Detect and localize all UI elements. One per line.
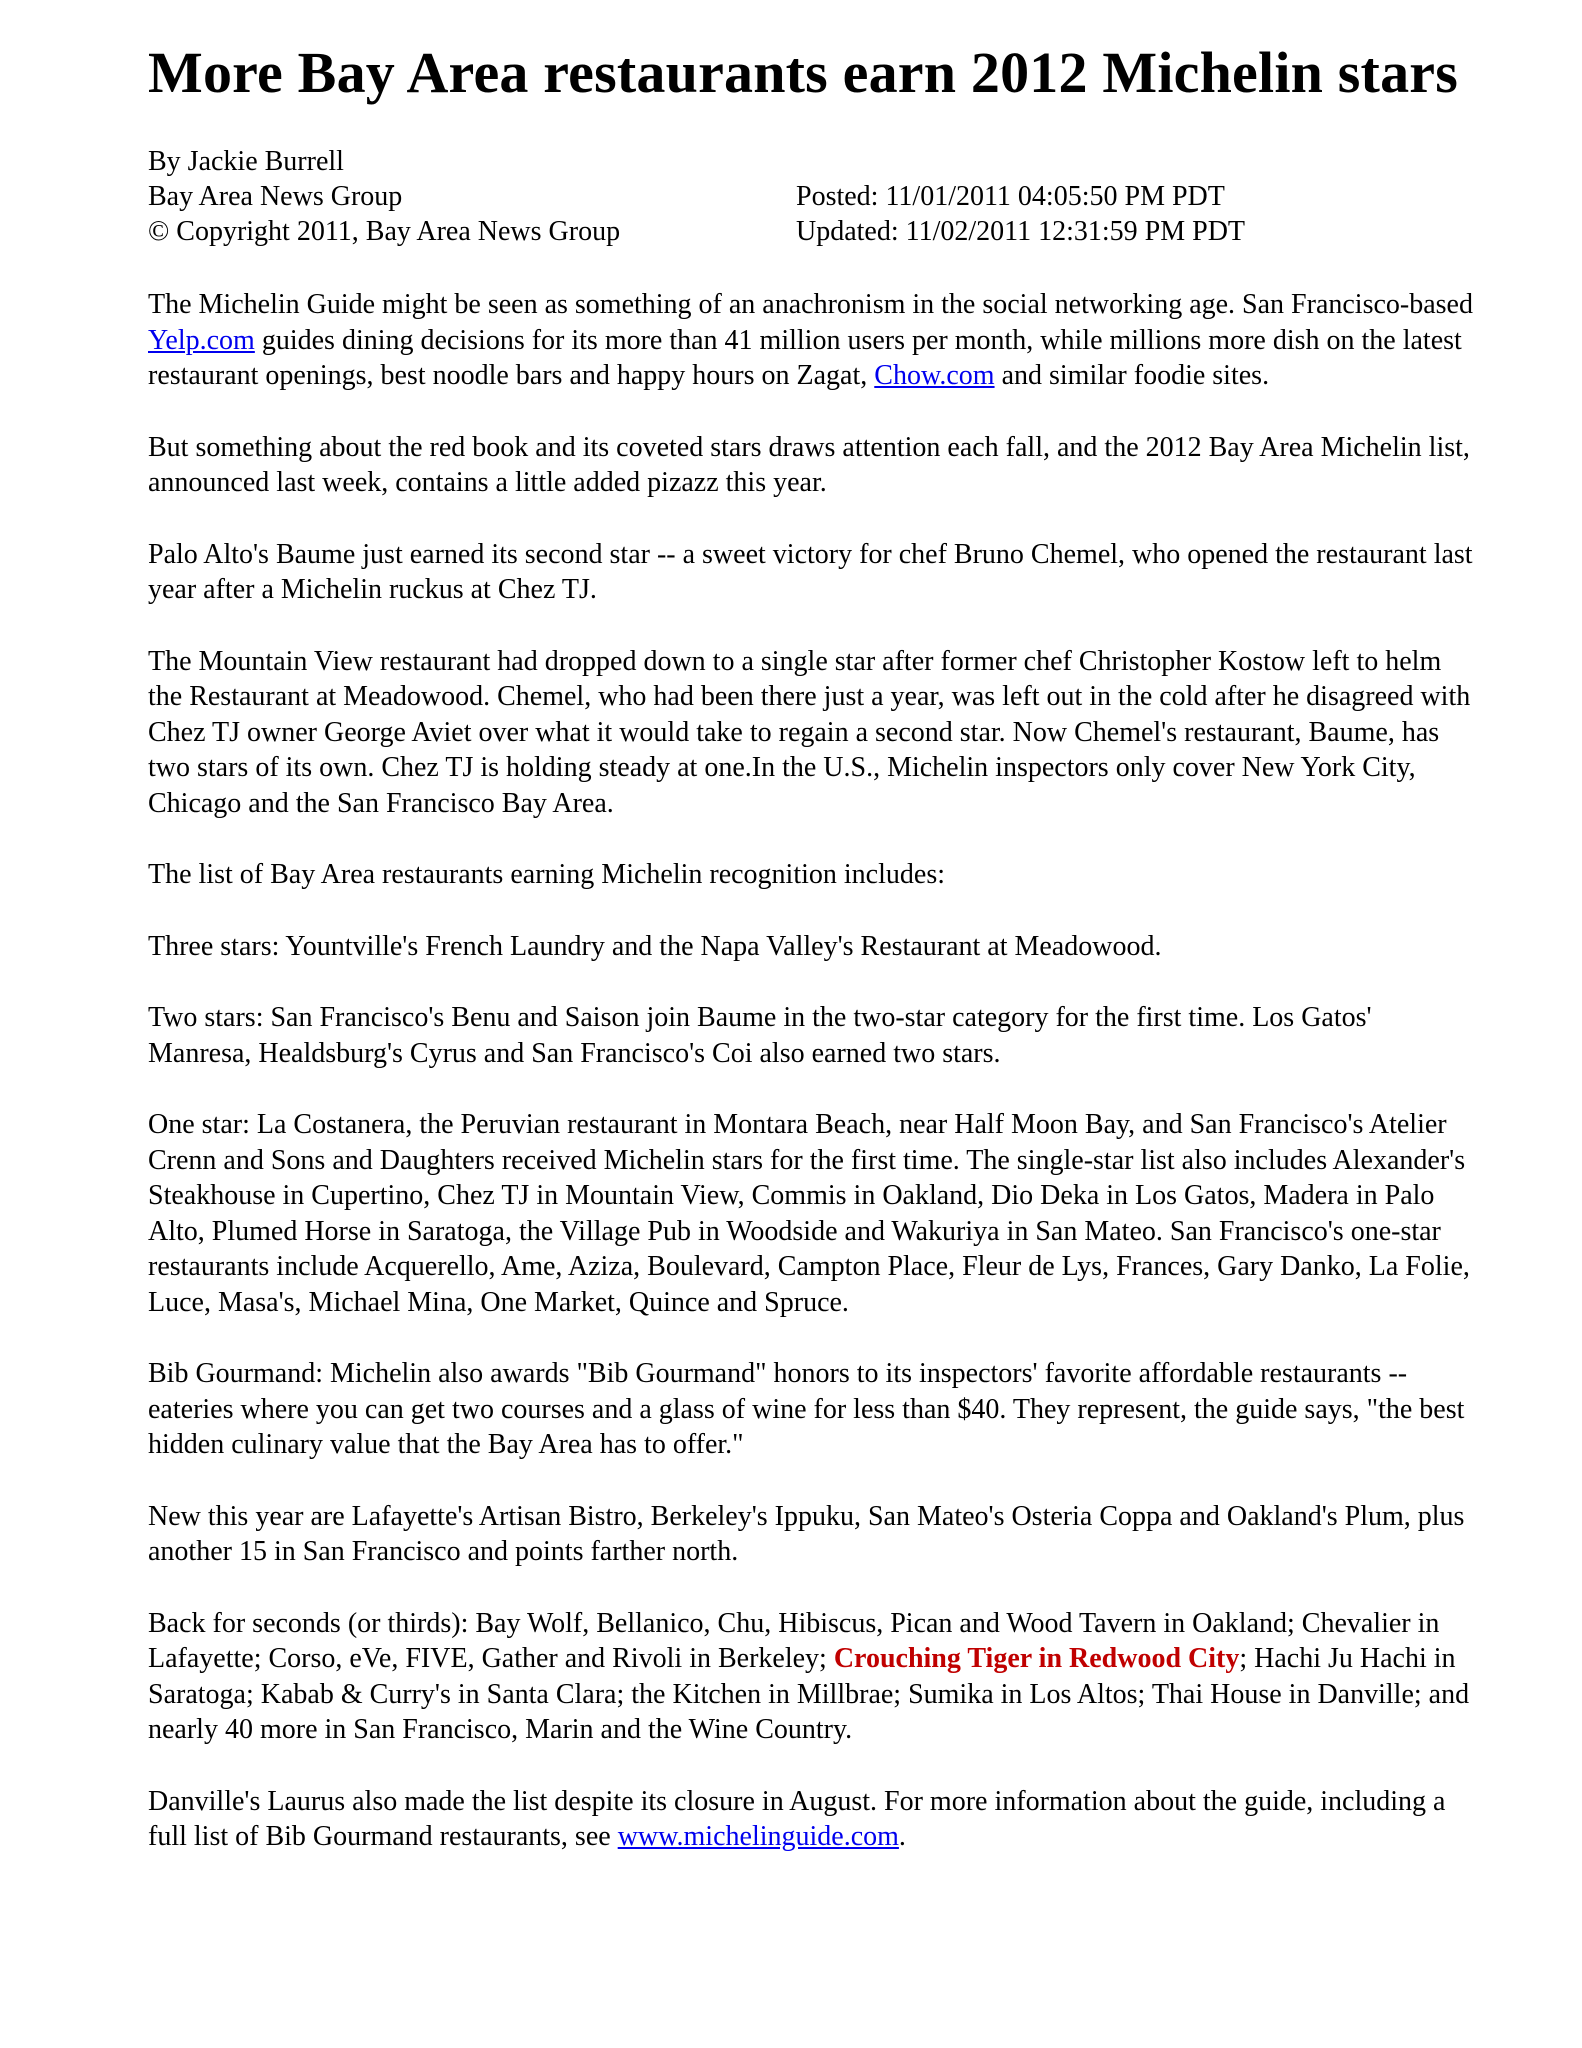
- paragraph-bib-gourmand: Bib Gourmand: Michelin also awards "Bib Gourmand" honors to its inspectors' favorite affordable restaurants -- eateries where you can get two courses and a glass of wine for less than $40. They represent, the guide says, "the best hidden culinary value that the Bay Area has to offer.": [148, 1358, 1465, 1460]
- article: [148, 38, 1478, 1891]
- paragraph-12-text-b: .: [898, 1821, 906, 1852]
- paragraph-11-text-a: Back for seconds (or thirds): Bay Wolf, Bellanico, Chu, Hibiscus, Pican and Wood Tavern in Oakland; Chevalier in Lafayette; Corso, eVe, FIVE, Gather and Rivoli in Berkeley;: [148, 1607, 1440, 1674]
- paragraph-12-text-a: Danville's Laurus also made the list despite its closure in August. For more information about the guide, including a full list of Bib Gourmand restaurants, see: [148, 1785, 1446, 1852]
- copyright: © Copyright 2011, Bay Area News Group: [148, 216, 621, 247]
- posted-date: Posted: 11/01/2011 04:05:50 PM PDT: [796, 181, 1225, 212]
- chow-link[interactable]: Chow.com: [874, 360, 995, 391]
- paragraph-new-this-year: New this year are Lafayette's Artisan Bistro, Berkeley's Ippuku, San Mateo's Osteria Coppa and Oakland's Plum, plus another 15 in San Francisco and points farther north.: [148, 1500, 1465, 1567]
- paragraph-1-text-a: The Michelin Guide might be seen as something of an anachronism in the social networking age. San Francisco-based: [148, 289, 1473, 320]
- paragraph-back-for-seconds: [148, 1606, 1478, 1748]
- paragraph-4: The Mountain View restaurant had dropped down to a single star after former chef Christopher Kostow left to helm the Restaurant at Meadowood. Chemel, who had been there just a year, was left out in the cold after he disagreed with Chez TJ owner George Aviet over what it would take to regain a second star. Now Chemel's restaurant, Baume, has two stars of its own. Chez TJ is holding steady at one.In the U.S., Michelin inspectors only cover New York City, Chicago and the San Francisco Bay Area.: [148, 645, 1471, 819]
- news-org: Bay Area News Group: [148, 181, 403, 212]
- paragraph-3: Palo Alto's Baume just earned its second star -- a sweet victory for chef Bruno Chemel, who opened the restaurant last year after a Michelin ruckus at Chez TJ.: [148, 538, 1473, 605]
- paragraph-two-stars: Two stars: San Francisco's Benu and Saison join Baume in the two-star category for the first time. Los Gatos' Manresa, Healdsburg's Cyrus and San Francisco's Coi also earned two stars.: [148, 1002, 1372, 1069]
- paragraph-2: But something about the red book and its coveted stars draws attention each fall, and the 2012 Bay Area Michelin list, announced last week, contains a little added pizazz this year.: [148, 431, 1470, 498]
- headline: More Bay Area restaurants earn 2012 Michelin stars: [148, 40, 1458, 105]
- paragraph-closing: [148, 1784, 1478, 1855]
- updated-date: Updated: 11/02/2011 12:31:59 PM PDT: [796, 216, 1246, 247]
- highlighted-restaurant: Crouching Tiger in Redwood City: [833, 1643, 1240, 1674]
- paragraph-1-text-b: guides dining decisions for its more than 41 million users per month, while millions more dish on the latest restaurant openings, best noodle bars and happy hours on Zagat,: [148, 324, 1462, 391]
- paragraph-11-text-b: ; Hachi Ju Hachi in Saratoga; Kabab & Curry's in Santa Clara; the Kitchen in Millbrae; Sumika in Los Altos; Thai House in Danville; and nearly 40 more in San Francisco, Marin and the Wine Country.: [148, 1643, 1470, 1745]
- paragraph-one-star: One star: La Costanera, the Peruvian restaurant in Montara Beach, near Half Moon Bay, and San Francisco's Atelier Crenn and Sons and Daughters received Michelin stars for the first time. The single-star list also includes Alexander's Steakhouse in Cupertino, Chez TJ in Mountain View, Commis in Oakland, Dio Deka in Los Gatos, Madera in Palo Alto, Plumed Horse in Saratoga, the Village Pub in Woodside and Wakuriya in San Mateo. San Francisco's one-star restaurants include Acquerello, Ame, Aziza, Boulevard, Campton Place, Fleur de Lys, Frances, Gary Danko, La Folie, Luce, Masa's, Michael Mina, One Market, Quince and Spruce.: [148, 1109, 1470, 1318]
- paragraph-1-text-c: and similar foodie sites.: [994, 360, 1270, 391]
- author: By Jackie Burrell: [148, 146, 344, 177]
- paragraph-three-stars: Three stars: Yountville's French Laundry and the Napa Valley's Restaurant at Meadowood.: [148, 930, 1162, 962]
- yelp-link[interactable]: Yelp.com: [148, 324, 255, 356]
- paragraph-5: The list of Bay Area restaurants earning Michelin recognition includes:: [148, 859, 945, 890]
- byline-block: [148, 144, 1478, 249]
- paragraph-1: [148, 287, 1478, 394]
- michelin-guide-link[interactable]: www.michelinguide.com: [617, 1821, 899, 1852]
